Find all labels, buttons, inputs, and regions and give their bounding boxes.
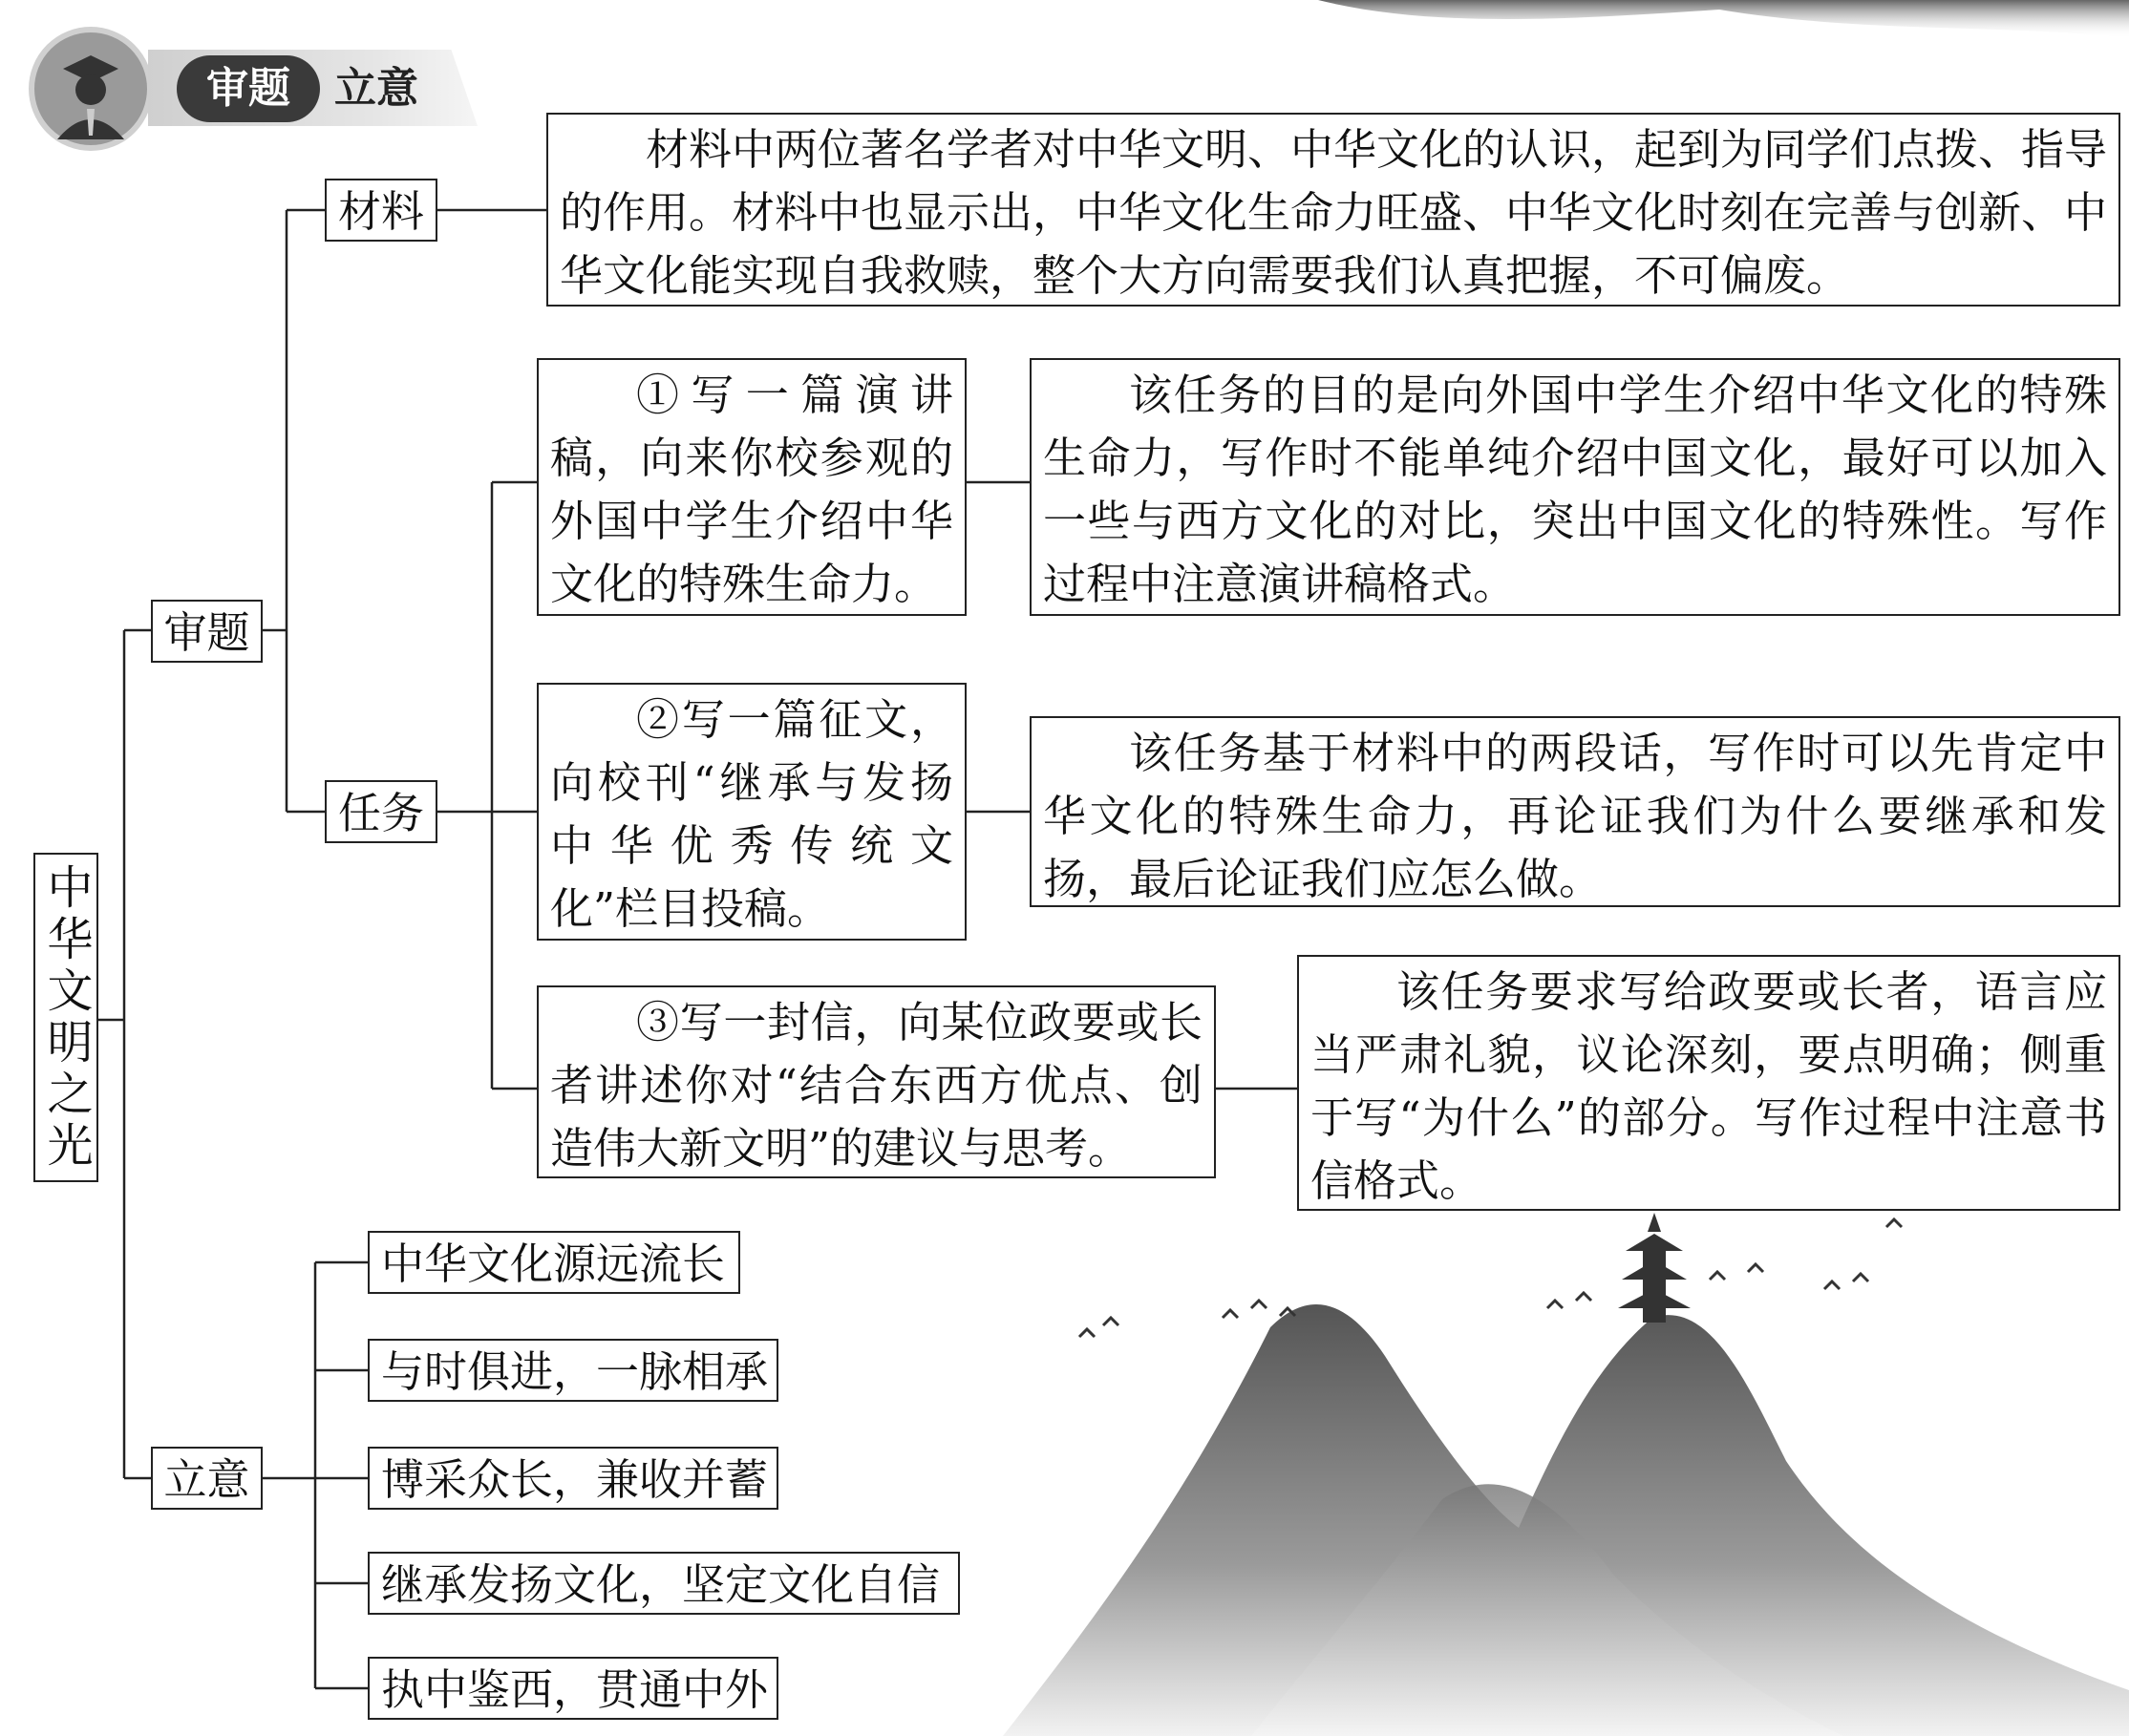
- ink-wash-decoration: [1242, 0, 2129, 86]
- branch-cailiao: [325, 179, 437, 242]
- task-3-analysis-text: 该任务要求写给政要或长者，语言应当严肃礼貌，议论深刻，要点明确；侧重于写“为什么”的部分。写作过程中注意书信格式。: [1310, 966, 2107, 1206]
- idea-2: [368, 1339, 778, 1402]
- idea-3: [368, 1447, 778, 1510]
- task-1-analysis-text: 该任务的目的是向外国中学生介绍中华文化的特殊生命力，写作时不能单纯介绍中国文化，最好可以加入一些与西方文化的对比，突出中国文化的特殊性。写作过程中注意演讲稿格式。: [1043, 370, 2107, 609]
- task-2: [537, 683, 967, 941]
- task-3-analysis: [1297, 955, 2120, 1211]
- root-node: [33, 853, 98, 1182]
- task-1-analysis: [1030, 358, 2120, 616]
- task-1: [537, 358, 967, 616]
- branch-shenti-label: 审题: [163, 607, 250, 658]
- birds-icon: [1079, 1219, 1902, 1337]
- task-2-analysis: [1030, 716, 2120, 907]
- header-title: 立意: [334, 64, 418, 113]
- branch-shenti: [151, 600, 263, 663]
- material-summary: [546, 113, 2120, 307]
- idea-5-label: 执中鉴西，贯通中外: [381, 1664, 769, 1715]
- task-3: [537, 985, 1216, 1178]
- task-3-text: ③写一封信，向某位政要或长者讲述你对“结合东西方优点、创造伟大新文明”的建议与思考。: [550, 997, 1203, 1174]
- task-1-text: ①写一篇演讲稿，向来你校参观的外国中学生介绍中华文化的特殊生命力。: [550, 370, 953, 609]
- pagoda-icon: [1618, 1213, 1691, 1323]
- branch-liyi-label: 立意: [163, 1454, 250, 1505]
- idea-2-label: 与时俱进，一脉相承: [381, 1346, 769, 1397]
- branch-renwu: [325, 780, 437, 843]
- task-2-text: ②写一篇征文，向校刊“继承与发扬中华优秀传统文化”栏目投稿。: [550, 694, 953, 934]
- idea-1: [368, 1231, 740, 1294]
- branch-cailiao-label: 材料: [337, 186, 424, 237]
- idea-3-label: 博采众长，兼收并蓄: [381, 1454, 769, 1505]
- header-pill: 审题: [177, 55, 320, 122]
- idea-5: [368, 1657, 778, 1720]
- task-2-analysis-text: 该任务基于材料中的两段话，写作时可以先肯定中华文化的特殊生命力，再论证我们为什么要继承和发扬，最后论证我们应怎么做。: [1043, 728, 2107, 904]
- root-label: 中华文明之光: [39, 862, 93, 1173]
- idea-4: [368, 1552, 960, 1615]
- idea-1-label: 中华文化源远流长: [381, 1238, 726, 1289]
- branch-liyi: [151, 1447, 263, 1510]
- branch-renwu-label: 任务: [337, 788, 424, 838]
- ink-mountain-illustration: [984, 1213, 2129, 1736]
- idea-4-label: 继承发扬文化，坚定文化自信: [381, 1559, 941, 1610]
- material-text: 材料中两位著名学者对中华文明、中华文化的认识，起到为同学们点拨、指导的作用。材料中也显示出，中华文化生命力旺盛、中华文化时刻在完善与创新、中华文化能实现自我救赎，整个大方向需要我们认真把握，不可偏废。: [560, 124, 2108, 301]
